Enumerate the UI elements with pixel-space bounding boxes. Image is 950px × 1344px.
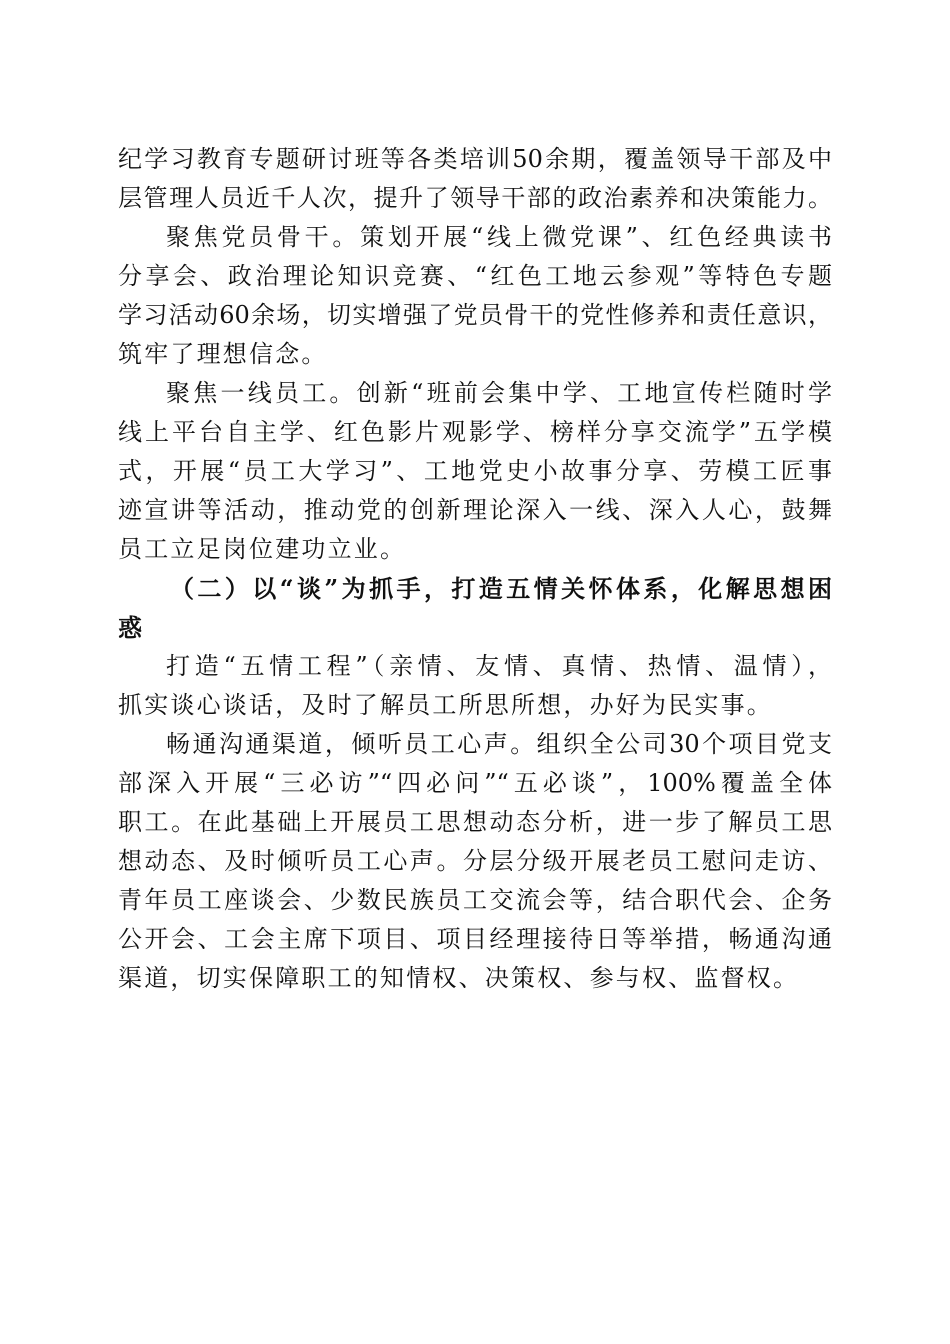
- text-line: 青年员工座谈会、少数民族员工交流会等，结合职代会、企务: [118, 886, 832, 914]
- text-line: 打造“五情工程”（亲情、友情、真情、热情、温情），: [166, 652, 832, 680]
- heading-line: （二）以“谈”为抓手，打造五情关怀体系，化解思想困: [170, 574, 832, 603]
- text-line: 聚焦一线员工。创新“班前会集中学、工地宣传栏随时学: [166, 379, 832, 407]
- text-line: 筑牢了理想信念。: [118, 340, 328, 368]
- text-line: 迹宣讲等活动，推动党的创新理论深入一线、深入人心，鼓舞: [118, 496, 832, 524]
- text-line: 部深入开展“三必访”“四必问”“五必谈”，100%覆盖全体: [118, 769, 832, 797]
- text-line: 想动态、及时倾听员工心声。分层分级开展老员工慰问走访、: [118, 847, 832, 875]
- paragraph-training-summary: [118, 140, 832, 218]
- text-line: 公开会、工会主席下项目、项目经理接待日等举措，畅通沟通: [118, 925, 832, 953]
- text-line: 学习活动60余场，切实增强了党员骨干的党性修养和责任意识，: [118, 301, 832, 329]
- text-line: 渠道，切实保障职工的知情权、决策权、参与权、监督权。: [118, 964, 800, 992]
- text-line: 畅通沟通渠道，倾听员工心声。组织全公司30个项目党支: [166, 730, 832, 758]
- paragraph-party-members: [118, 218, 832, 374]
- text-line: 抓实谈心谈话，及时了解员工所思所想，办好为民实事。: [118, 691, 773, 719]
- document-page: [118, 140, 832, 998]
- text-line: 线上平台自主学、红色影片观影学、榜样分享交流学”五学模: [118, 418, 832, 446]
- text-line: 层管理人员近千人次，提升了领导干部的政治素养和决策能力。: [118, 184, 832, 212]
- text-line: 聚焦党员骨干。策划开展“线上微党课”、红色经典读书: [166, 223, 832, 251]
- text-line: 分享会、政治理论知识竞赛、“红色工地云参观”等特色专题: [118, 262, 832, 290]
- paragraph-frontline-staff: [118, 374, 832, 569]
- text-line: 员工立足岗位建功立业。: [118, 535, 407, 563]
- heading-line: 惑: [118, 613, 145, 642]
- text-line: 式，开展“员工大学习”、工地党史小故事分享、劳模工匠事: [118, 457, 832, 485]
- section-heading-two: [118, 569, 832, 647]
- text-line: 纪学习教育专题研讨班等各类培训50余期，覆盖领导干部及中: [118, 145, 832, 173]
- text-line: 职工。在此基础上开展员工思想动态分析，进一步了解员工思: [118, 808, 832, 836]
- paragraph-five-emotions: [118, 647, 832, 725]
- paragraph-communication-channels: [118, 725, 832, 998]
